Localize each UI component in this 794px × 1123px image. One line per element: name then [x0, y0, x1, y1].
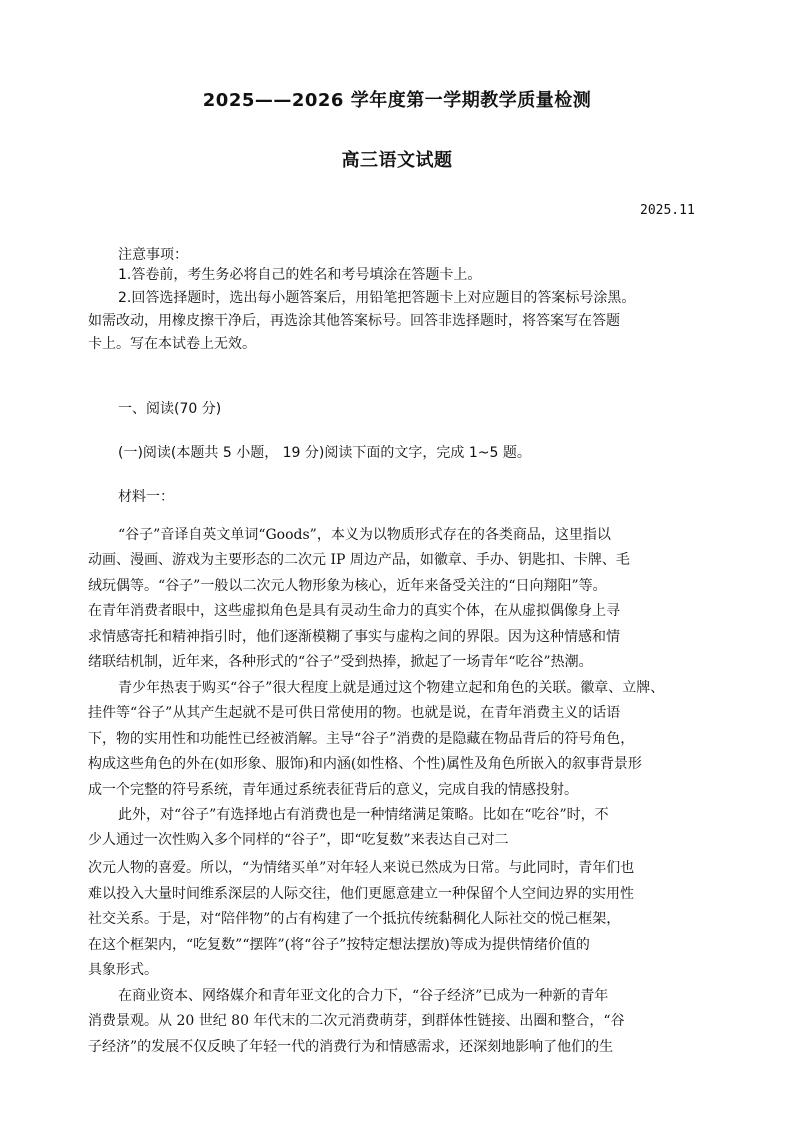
passage-line: 绪联结机制，近年来，各种形式的“谷子”受到热捧，掀起了一场青年“吃谷”热潮。	[88, 654, 593, 670]
passage-line: 少人通过一次性购入多个同样的“谷子”，即“吃复数”来表达自己对二	[88, 832, 509, 848]
notice-item-2-line-1: 2.回答选择题时，选出每小题答案后，用铅笔把答题卡上对应题目的答案标号涂黑。	[118, 290, 636, 306]
passage-line: 社交关系。于是，对“陪伴物”的占有构建了一个抵抗传统黏稠化人际社交的悦己框架，	[88, 911, 621, 927]
passage-line: 在商业资本、网络媒介和青年亚文化的合力下，“谷子经济”已成为一种新的青年	[118, 988, 609, 1004]
passage-line: 下，物的实用性和功能性已经被消解。主导“谷子”消费的是隐藏在物品背后的符号角色，	[88, 731, 635, 747]
passage-line: 此外，对“谷子”有选择地占有消费也是一种情绪满足策略。比如在“吃谷”时，不	[118, 807, 609, 823]
notice-heading: 注意事项：	[118, 247, 188, 263]
passage-line: 青少年热衷于购买“谷子”很大程度上就是通过这个物建立起和角色的关联。徽章、立牌、	[118, 680, 665, 696]
passage-line: 动画、漫画、游戏为主要形态的二次元 IP 周边产品，如徽章、手办、钥匙扣、卡牌、毛	[88, 552, 630, 568]
passage-line: 子经济”的发展不仅反映了年轻一代的消费行为和情感需求，还深刻地影响了他们的生	[88, 1039, 614, 1055]
passage-line: 求情感寄托和精神指引时，他们逐渐模糊了事实与虚构之间的界限。因为这种情感和情	[88, 629, 620, 645]
exam-date: 2025.11	[640, 203, 695, 218]
notice-item-2-line-3: 卡上。写在本试卷上无效。	[88, 336, 256, 352]
passage-line: 难以投入大量时间维系深层的人际交往，他们更愿意建立一种保留个人空间边界的实用性	[88, 886, 634, 902]
passage-line: 在这个框架内，“吃复数”“摆阵”(将“谷子”按特定想法摆放)等成为提供情绪价值的	[88, 937, 590, 953]
passage-line: 成一个完整的符号系统，青年通过系统表征背后的意义，完成自我的情感投射。	[88, 782, 578, 798]
passage-line: 构成这些角色的外在(如形象、服饰)和内涵(如性格、个性)属性及角色所嵌入的叙事背景形	[88, 756, 642, 772]
passage-line: 挂件等“谷子”从其产生起就不是可供日常使用的物。也就是说，在青年消费主义的话语	[88, 705, 621, 721]
passage-line: 绒玩偶等。“谷子”一般以二次元人物形象为核心，近年来备受关注的“日向翔阳”等。	[88, 578, 607, 594]
section-instruction: (一)阅读(本题共 5 小题， 19 分)阅读下面的文字，完成 1~5 题。	[118, 445, 531, 461]
passage-line: “谷子”音译自英文单词“Goods”，本义为以物质形式存在的各类商品，这里指以	[118, 527, 611, 543]
passage-line: 具象形式。	[88, 962, 158, 978]
passage-line: 在青年消费者眼中，这些虚拟角色是具有灵动生命力的真实个体，在从虚拟偶像身上寻	[88, 603, 620, 619]
notice-item-1: 1.答卷前，考生务必将自己的姓名和考号填涂在答题卡上。	[118, 267, 482, 283]
section-heading: 一、阅读(70 分)	[118, 401, 222, 417]
material-label: 材料一：	[118, 489, 174, 505]
exam-title: 2025——2026 学年度第一学期教学质量检测	[202, 90, 592, 111]
passage-line: 次元人物的喜爱。所以，“为情绪买单”对年轻人来说已然成为日常。与此同时，青年们也	[88, 860, 635, 876]
exam-subtitle: 高三语文试题	[341, 150, 453, 171]
notice-item-2-line-2: 如需改动，用橡皮擦干净后，再选涂其他答案标号。回答非选择题时，将答案写在答题	[88, 313, 620, 329]
passage-line: 消费景观。从 20 世纪 80 年代末的二次元消费萌芽，到群体性链接、出圈和整合，“谷	[88, 1013, 625, 1029]
